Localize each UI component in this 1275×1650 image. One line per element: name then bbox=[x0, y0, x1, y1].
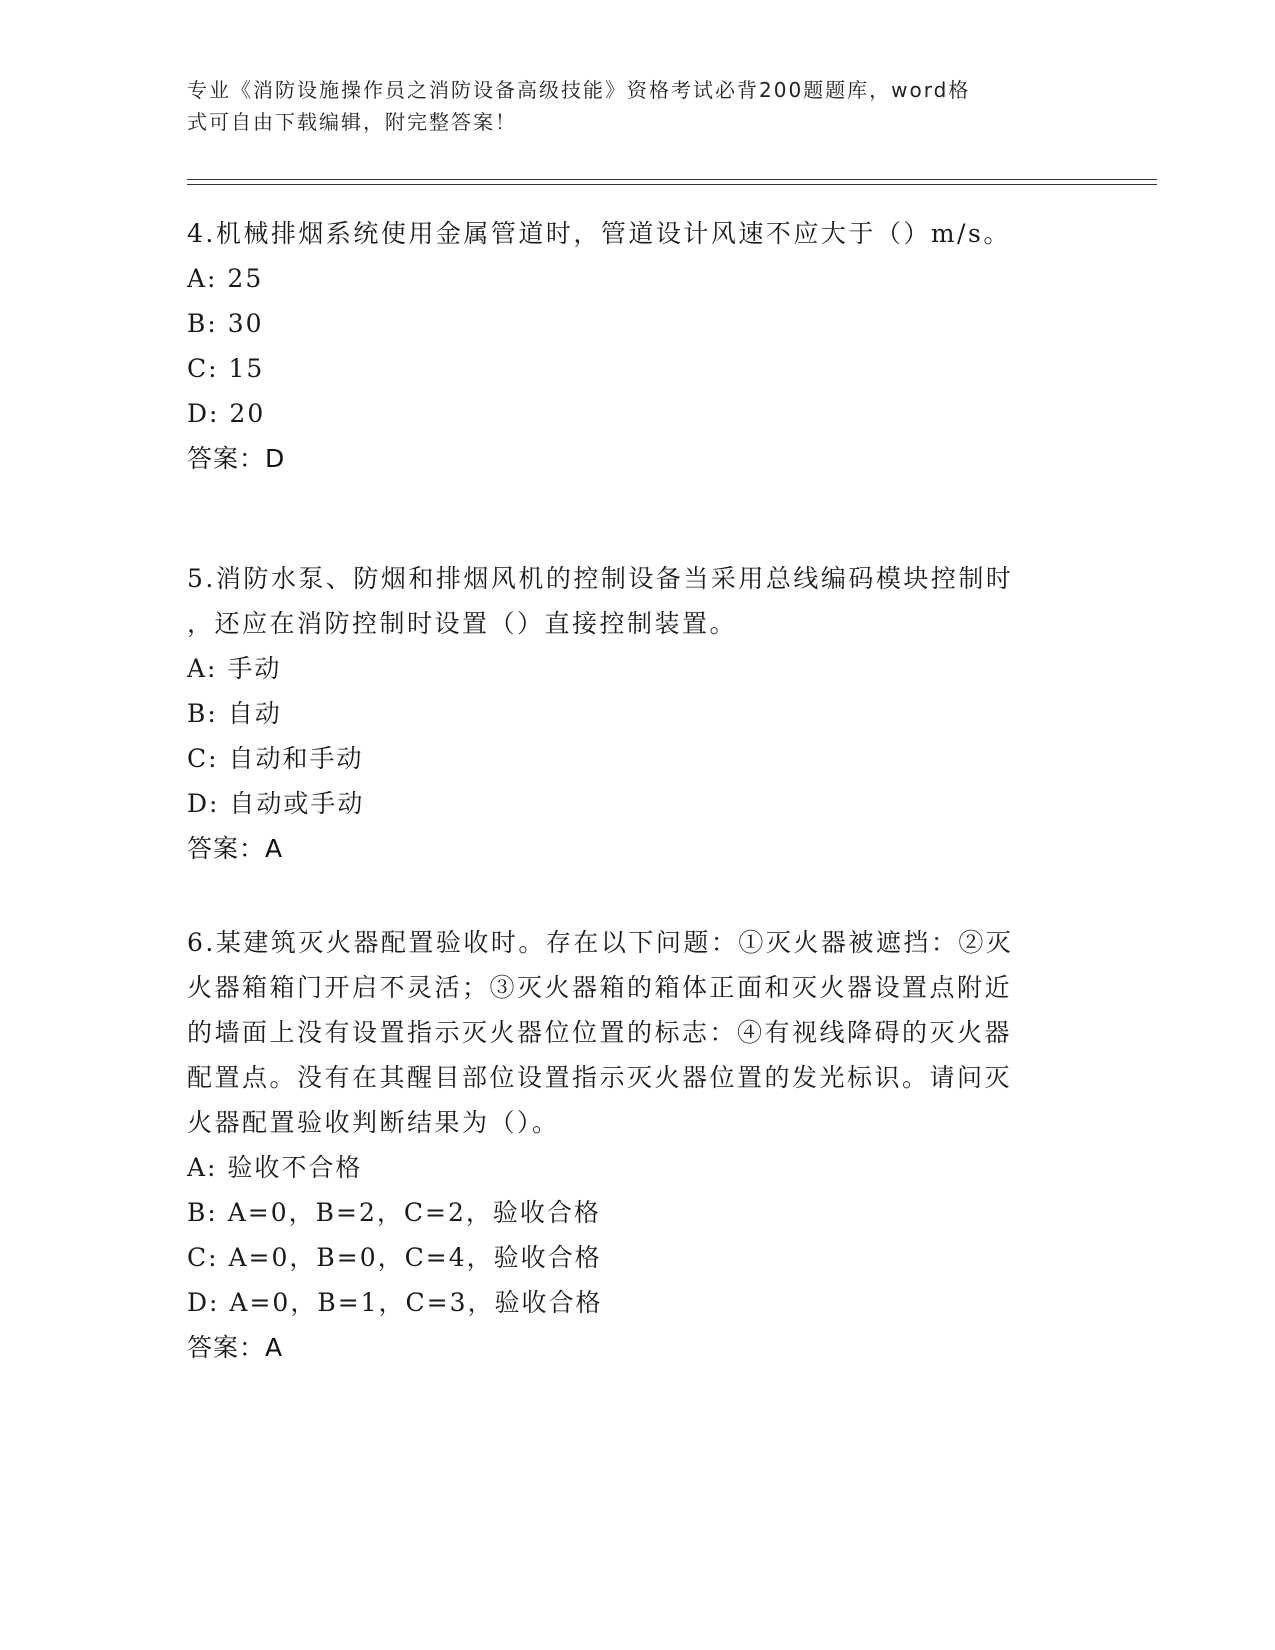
question-6 bbox=[187, 920, 1067, 1370]
answer: 答案：A bbox=[187, 1333, 284, 1362]
question-5 bbox=[187, 556, 1067, 871]
option-b: B: 自动 bbox=[187, 699, 282, 728]
question-stem: 火器箱箱门开启不灵活；③灭火器箱的箱体正面和灭火器设置点附近 bbox=[187, 973, 1013, 1002]
document-header bbox=[187, 74, 1067, 138]
question-stem: 配置点。没有在其醒目部位设置指示灭火器位置的发光标识。请问灭 bbox=[187, 1063, 1013, 1092]
option-c: C: 15 bbox=[187, 354, 265, 383]
header-line-2: 式可自由下载编辑，附完整答案！ bbox=[187, 110, 517, 134]
question-4 bbox=[187, 211, 1067, 481]
question-stem: 火器配置验收判断结果为（）。 bbox=[187, 1108, 560, 1137]
option-d: D: A=0，B=1，C=3，验收合格 bbox=[187, 1288, 603, 1317]
option-d: D: 自动或手动 bbox=[187, 789, 365, 818]
question-stem: ，还应在消防控制时设置（）直接控制装置。 bbox=[187, 609, 738, 638]
option-a: A: 验收不合格 bbox=[187, 1153, 363, 1182]
option-b: B: 30 bbox=[187, 309, 264, 338]
question-stem: 4.机械排烟系统使用金属管道时，管道设计风速不应大于（）m/s。 bbox=[187, 219, 1011, 248]
answer: 答案：D bbox=[187, 444, 286, 473]
question-stem: 6.某建筑灭火器配置验收时。存在以下问题：①灭火器被遮挡：②灭 bbox=[187, 928, 1014, 957]
option-d: D: 20 bbox=[187, 399, 266, 428]
question-stem: 的墙面上没有设置指示灭火器位位置的标志：④有视线降碍的灭火器 bbox=[187, 1018, 1013, 1047]
option-b: B: A=0，B=2，C=2，验收合格 bbox=[187, 1198, 601, 1227]
header-divider-top bbox=[187, 179, 1157, 180]
option-c: C: 自动和手动 bbox=[187, 744, 364, 773]
answer: 答案：A bbox=[187, 834, 284, 863]
question-stem: 5.消防水泵、防烟和排烟风机的控制设备当采用总线编码模块控制时 bbox=[187, 564, 1014, 593]
option-a: A: 25 bbox=[187, 264, 264, 293]
option-c: C: A=0，B=0，C=4，验收合格 bbox=[187, 1243, 602, 1272]
header-divider-bottom bbox=[187, 184, 1157, 185]
header-line-1: 专业《消防设施操作员之消防设备高级技能》资格考试必背200题题库，word格 bbox=[187, 78, 971, 102]
option-a: A: 手动 bbox=[187, 654, 282, 683]
